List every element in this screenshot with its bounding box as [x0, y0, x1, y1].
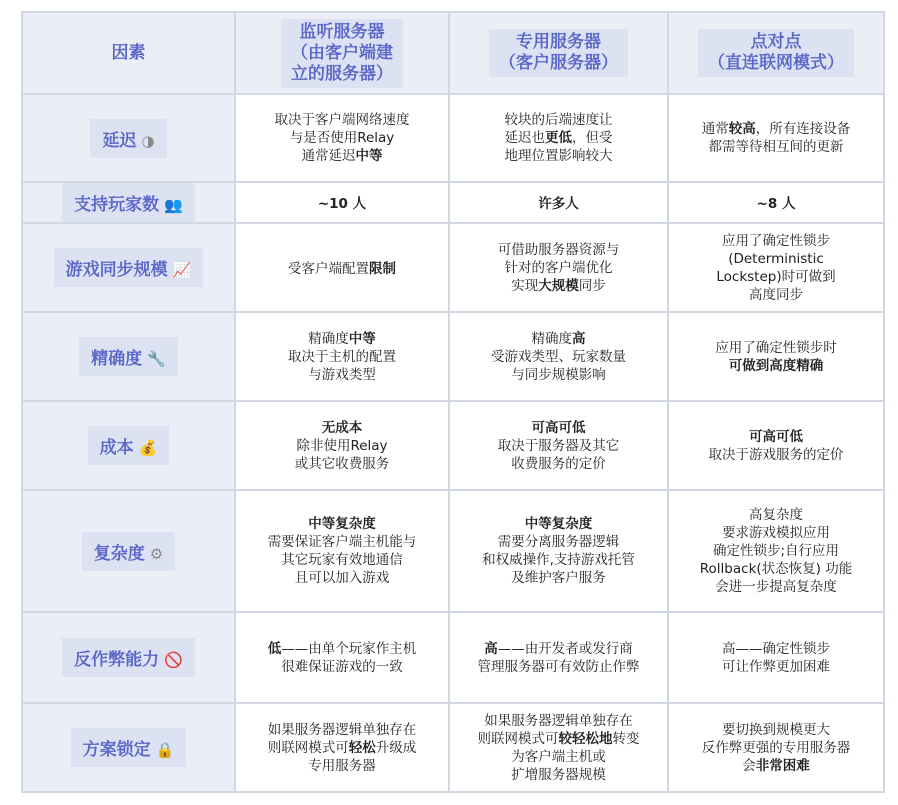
cell-dedicated-server: [449, 490, 668, 612]
cell-line: [288, 260, 396, 278]
cell-line: [275, 129, 410, 147]
cell-text: [715, 339, 837, 375]
cell-text: [757, 195, 796, 213]
cell-dedicated-server: [449, 94, 668, 182]
header-line: 监听服务器: [299, 21, 385, 42]
text-segment: 收费服务的定价: [511, 455, 606, 472]
text-segment: Lockstep)时可做到: [716, 268, 836, 285]
cell-text: [295, 419, 390, 473]
cell-line: [709, 428, 844, 446]
text-segment: 为客户端主机或: [511, 748, 606, 765]
text-segment: 与是否使用Relay: [289, 130, 395, 146]
row-label-text: 支持玩家数: [74, 195, 160, 215]
cell-line: [268, 569, 417, 587]
table-row: [22, 612, 884, 703]
cell-text: [505, 111, 613, 165]
table-row: [22, 94, 884, 182]
text-segment: 实现: [511, 277, 539, 294]
header-dedicated-server-cell: [449, 12, 668, 94]
text-segment: 需要保证客户端主机能与: [267, 534, 417, 550]
text-segment: (Deterministic: [728, 250, 824, 267]
emphasis-text: 大规模: [538, 277, 579, 294]
cell-line: [478, 712, 640, 730]
cell-line: [702, 721, 851, 739]
cell-listen-server: [235, 182, 449, 223]
text-segment: 取决于服务器及其它: [497, 437, 620, 454]
cell-line: [268, 739, 417, 757]
cell-text: [716, 232, 835, 304]
emphasis-text: 中等: [355, 148, 383, 164]
cell-line: [288, 330, 396, 348]
cell-line: [268, 551, 417, 569]
cell-line: [478, 748, 640, 766]
text-segment: Rollback(状态恢复) 功能: [699, 561, 853, 577]
cell-line: [700, 524, 852, 542]
row-label-text: 精确度: [91, 349, 143, 369]
cell-p2p: [668, 703, 884, 792]
row-label: [88, 426, 170, 465]
emphasis-text: 高: [484, 640, 498, 657]
header-listen-server-label: [281, 19, 403, 88]
clock-icon: ◑: [141, 131, 155, 150]
cell-text: [478, 712, 640, 784]
cell-line: [482, 515, 635, 533]
cell-line: [505, 111, 613, 129]
comparison-table: [21, 11, 885, 793]
text-segment: 针对的客户端优化: [504, 259, 613, 276]
row-header-cell: [22, 703, 235, 792]
text-segment: 受游戏类型、玩家数量: [491, 348, 626, 365]
row-header-cell: [22, 490, 235, 612]
text-segment: 和权威操作,支持游戏托管: [482, 552, 635, 568]
header-row: [22, 12, 884, 94]
emphasis-text: 轻松: [348, 739, 376, 756]
text-segment: 精确度: [531, 330, 572, 347]
header-factor-cell: [22, 12, 235, 94]
text-segment: 取决于主机的配置: [288, 348, 396, 365]
cell-line: [538, 195, 579, 213]
text-segment: ，所有连接设备: [755, 121, 851, 137]
row-label: [82, 532, 175, 571]
cell-text: [288, 330, 396, 384]
cell-listen-server: [235, 490, 449, 612]
header-line: 点对点: [750, 32, 802, 52]
cell-line: [505, 147, 613, 165]
cell-text: [288, 260, 396, 278]
cell-text: [722, 640, 830, 676]
cell-dedicated-server: [449, 703, 668, 792]
cell-listen-server: [235, 612, 449, 703]
text-segment: 会进一步提高复杂度: [715, 579, 837, 595]
cell-line: [491, 330, 626, 348]
cell-p2p: [668, 490, 884, 612]
cell-line: [295, 455, 390, 473]
text-segment: 受客户端配置: [288, 260, 369, 277]
cell-text: [700, 506, 852, 596]
cell-line: [498, 419, 620, 437]
cell-text: [491, 330, 626, 384]
table-row: [22, 223, 884, 312]
text-segment: 应用了确定性锁步时: [715, 339, 837, 356]
emphasis-text: 限制: [369, 260, 396, 277]
cell-line: [275, 147, 410, 165]
row-label: [54, 248, 204, 287]
text-segment: 较块的后端速度让: [504, 112, 613, 128]
cell-text: [498, 241, 620, 295]
text-segment: 很难保证游戏的一致: [281, 658, 403, 675]
emphasis-text: ~10 人: [317, 195, 367, 212]
cell-text: [268, 515, 417, 587]
cell-line: [722, 658, 830, 676]
row-label: [79, 337, 178, 376]
cell-line: [498, 259, 620, 277]
cell-line: [268, 658, 417, 676]
text-segment: 或其它收费服务: [294, 455, 390, 472]
cell-line: [757, 195, 796, 213]
text-segment: 升级成: [375, 739, 417, 756]
players-icon: 👥: [164, 196, 183, 214]
table-row: [22, 401, 884, 490]
cell-line: [715, 339, 837, 357]
text-segment: 延迟也: [504, 130, 545, 146]
header-line: 专用服务器: [516, 32, 601, 52]
cell-p2p: [668, 182, 884, 223]
text-segment: 专用服务器: [308, 757, 376, 774]
cell-dedicated-server: [449, 401, 668, 490]
cell-p2p: [668, 312, 884, 401]
row-label: [71, 728, 187, 767]
text-segment: 需要分离服务器逻辑: [497, 534, 620, 550]
cell-dedicated-server: [449, 182, 668, 223]
text-segment: 高复杂度: [748, 507, 803, 523]
text-segment: 如果服务器逻辑单独存在: [484, 712, 633, 729]
cell-line: [482, 551, 635, 569]
cell-listen-server: [235, 223, 449, 312]
text-segment: 通常延迟: [301, 148, 356, 164]
cell-line: [478, 658, 640, 676]
cell-line: [716, 250, 835, 268]
emphasis-text: 高: [572, 330, 586, 347]
gear-icon: ⚙: [149, 544, 164, 563]
text-segment: 要求游戏模拟应用: [721, 525, 830, 541]
cell-line: [295, 419, 390, 437]
cell-line: [702, 138, 851, 156]
text-segment: 反作弊更强的专用服务器: [701, 739, 851, 756]
table-row: [22, 312, 884, 401]
emphasis-text: 较轻松地: [558, 730, 613, 747]
header-factor-label: 因素: [111, 43, 146, 63]
emphasis-text: 低: [267, 640, 282, 657]
text-segment: 管理服务器可有效防止作弊: [477, 658, 640, 675]
text-segment: 转变: [612, 730, 640, 747]
row-label: [62, 183, 195, 222]
text-segment: 且可以加入游戏: [294, 570, 390, 586]
row-header-cell: [22, 223, 235, 312]
emphasis-text: 较高: [728, 121, 756, 137]
cell-line: [715, 357, 837, 375]
cell-p2p: [668, 401, 884, 490]
text-segment: 扩增服务器规模: [511, 766, 606, 783]
cell-dedicated-server: [449, 223, 668, 312]
text-segment: 精确度: [308, 330, 349, 347]
text-segment: 与游戏类型: [308, 366, 376, 383]
emphasis-text: 可做到高度精确: [728, 357, 824, 374]
row-header-cell: [22, 401, 235, 490]
cell-text: [702, 120, 851, 156]
cell-p2p: [668, 612, 884, 703]
cell-line: [505, 129, 613, 147]
lock-icon: 🔒: [155, 741, 175, 759]
cell-text: [268, 721, 417, 775]
cell-line: [268, 515, 417, 533]
header-line: （由客户端建: [291, 42, 393, 63]
text-segment: 除非使用Relay: [296, 437, 388, 454]
cell-line: [318, 195, 366, 213]
text-segment: 同步: [578, 277, 606, 294]
cell-dedicated-server: [449, 612, 668, 703]
header-listen-server-cell: [235, 12, 449, 94]
cell-line: [716, 268, 835, 286]
text-segment: 则联网模式可: [477, 730, 559, 747]
emphasis-text: 可高可低: [531, 419, 586, 436]
cell-line: [491, 348, 626, 366]
text-segment: 高度同步: [748, 286, 803, 303]
money-bag-icon: 💰: [138, 439, 158, 457]
row-label: [90, 119, 166, 158]
cell-line: [700, 506, 852, 524]
row-header-cell: [22, 312, 235, 401]
cell-text: [275, 111, 410, 165]
cell-listen-server: [235, 401, 449, 490]
cell-line: [716, 232, 835, 250]
cell-line: [288, 348, 396, 366]
emphasis-text: 无成本: [321, 419, 363, 436]
cell-text: [538, 195, 579, 213]
text-segment: 与同步规模影响: [511, 366, 606, 383]
emphasis-text: 更低: [545, 130, 572, 146]
cell-line: [275, 111, 410, 129]
row-label-text: 游戏同步规模: [65, 260, 168, 280]
text-segment: ——由开发者或发行商: [497, 640, 633, 657]
cell-line: [702, 757, 851, 775]
text-segment: 可让作弊更加困难: [722, 658, 830, 675]
cell-text: [702, 721, 851, 775]
cell-line: [482, 533, 635, 551]
cell-listen-server: [235, 312, 449, 401]
header-line: （直连联网模式）: [708, 53, 844, 73]
row-label-text: 复杂度: [93, 543, 145, 564]
cell-line: [295, 437, 390, 455]
cell-p2p: [668, 223, 884, 312]
cell-line: [702, 120, 851, 138]
text-segment: 都需等待相互间的更新: [708, 139, 844, 155]
cell-line: [498, 241, 620, 259]
text-segment: 可借助服务器资源与: [497, 241, 620, 258]
emphasis-text: 中等复杂度: [524, 516, 593, 532]
text-segment: 地理位置影响较大: [504, 148, 613, 164]
row-label-text: 成本: [99, 438, 134, 458]
row-label: [62, 638, 195, 677]
cell-text: [709, 428, 844, 464]
cell-line: [716, 286, 835, 304]
cell-line: [478, 766, 640, 784]
table-row: [22, 182, 884, 223]
cell-line: [700, 578, 852, 596]
chart-up-icon: 📈: [172, 261, 192, 279]
cell-line: [268, 533, 417, 551]
cell-line: [268, 757, 417, 775]
cell-text: [318, 195, 366, 213]
cell-line: [268, 721, 417, 739]
text-segment: 要切换到规模更大: [722, 721, 830, 738]
comparison-table-wrapper: [21, 11, 883, 789]
cell-line: [702, 739, 851, 757]
row-label-text: 方案锁定: [82, 740, 151, 760]
cell-listen-server: [235, 703, 449, 792]
text-segment: 如果服务器逻辑单独存在: [267, 721, 417, 738]
row-label-text: 反作弊能力: [74, 650, 160, 670]
cell-line: [700, 542, 852, 560]
header-dedicated-server-label: [489, 29, 628, 77]
header-line: 立的服务器）: [291, 63, 393, 84]
text-segment: 会: [742, 757, 756, 774]
cell-listen-server: [235, 94, 449, 182]
cell-line: [288, 366, 396, 384]
text-segment: 取决于客户端网络速度: [274, 112, 410, 128]
cell-text: [478, 640, 640, 676]
text-segment: 其它玩家有效地通信: [281, 552, 403, 568]
text-segment: 高——确定性锁步: [722, 640, 830, 657]
row-label-text: 延迟: [102, 130, 137, 151]
table-row: [22, 703, 884, 792]
emphasis-text: ~8 人: [756, 195, 796, 212]
cell-line: [722, 640, 830, 658]
text-segment: 确定性锁步;自行应用: [712, 543, 840, 559]
text-segment: 应用了确定性锁步: [721, 232, 830, 249]
cell-line: [482, 569, 635, 587]
emphasis-text: 许多人: [538, 195, 579, 212]
row-header-cell: [22, 182, 235, 223]
text-segment: 通常: [701, 121, 729, 137]
cell-line: [498, 277, 620, 295]
text-segment: ——由单个玩家作主机: [281, 640, 417, 657]
emphasis-text: 中等: [348, 330, 376, 347]
cell-line: [498, 437, 620, 455]
text-segment: 取决于游戏服务的定价: [708, 446, 844, 463]
header-p2p-label: [698, 29, 854, 77]
cell-line: [478, 730, 640, 748]
cell-dedicated-server: [449, 312, 668, 401]
cell-p2p: [668, 94, 884, 182]
wrench-icon: 🔧: [147, 350, 166, 368]
header-line: （客户服务器）: [499, 53, 618, 73]
cell-line: [498, 455, 620, 473]
cell-line: [700, 560, 852, 578]
table-row: [22, 490, 884, 612]
text-segment: ，但受: [572, 130, 613, 146]
emphasis-text: 中等复杂度: [308, 516, 376, 532]
row-header-cell: [22, 94, 235, 182]
cell-line: [491, 366, 626, 384]
emphasis-text: 非常困难: [755, 757, 810, 774]
no-entry-icon: 🚫: [164, 651, 183, 669]
text-segment: 及维护客户服务: [511, 570, 606, 586]
header-p2p-cell: [668, 12, 884, 94]
cell-text: [482, 515, 635, 587]
cell-line: [709, 446, 844, 464]
emphasis-text: 可高可低: [749, 428, 803, 445]
cell-line: [478, 640, 640, 658]
text-segment: 则联网模式可: [267, 739, 349, 756]
cell-text: [498, 419, 620, 473]
row-header-cell: [22, 612, 235, 703]
cell-line: [268, 640, 417, 658]
cell-text: [268, 640, 417, 676]
